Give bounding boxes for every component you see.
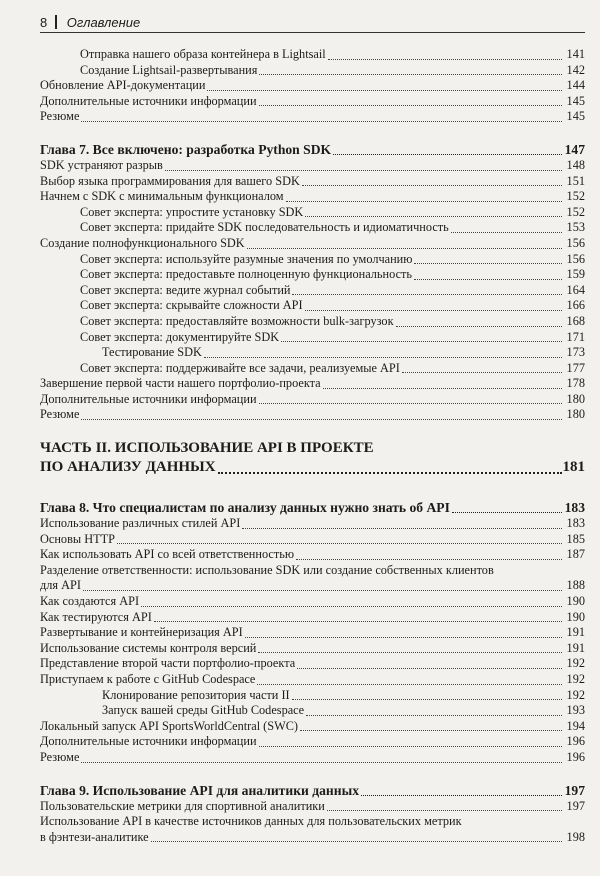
toc-entry-title: Резюме [40, 407, 80, 422]
running-header [40, 12, 585, 32]
toc-entry [40, 703, 585, 719]
dot-leader [245, 636, 562, 638]
part-heading-line2 [40, 458, 585, 477]
dot-leader [81, 761, 562, 763]
dot-leader [302, 184, 562, 186]
dot-leader [242, 527, 562, 529]
toc-entry-title: Клонирование репозитория части II [102, 687, 290, 702]
toc-entry-title: Глава 7. Все включено: разработка Python SDK [40, 141, 332, 157]
dot-leader [204, 356, 562, 358]
toc-entry [40, 532, 585, 548]
toc-entry [40, 78, 585, 94]
toc-entry-title: Как создаются API [40, 594, 140, 609]
toc-entry [40, 688, 585, 704]
toc-entry-title: Выбор языка программирования для вашего SDK [40, 173, 300, 188]
dot-leader [117, 542, 562, 544]
dot-leader [292, 698, 562, 700]
toc-entry-title: в фэнтези-аналитике [40, 829, 149, 844]
dot-leader [305, 215, 562, 217]
toc-entry [40, 314, 585, 330]
toc-page-number: 191 [566, 640, 585, 655]
dot-leader [165, 169, 562, 171]
dot-leader [396, 325, 562, 327]
toc-entry [40, 516, 585, 532]
toc-page-number: 168 [566, 313, 585, 328]
toc-page-number: 173 [566, 345, 585, 360]
toc-page-number: 190 [566, 594, 585, 609]
toc-page-number: 192 [566, 656, 585, 671]
toc-page-number: 144 [566, 78, 585, 93]
toc-entry-title: Дополнительные источники информации [40, 93, 257, 108]
toc-entry-title: для API [40, 578, 81, 593]
toc-page-number: 178 [566, 376, 585, 391]
toc-entry-title: Глава 8. Что специалистам по анализу данных нужно знать об API [40, 500, 450, 516]
dot-leader [286, 200, 562, 202]
toc-entry [40, 236, 585, 252]
toc-entry-title: Как использовать API со всей ответственностью [40, 547, 295, 562]
toc-page-number: 145 [566, 93, 585, 108]
toc-entry [40, 330, 585, 346]
toc-entry [40, 63, 585, 79]
dot-leader [333, 153, 562, 155]
toc-entry-title: Развертывание и контейнеризация API [40, 625, 243, 640]
toc-entry [40, 283, 585, 299]
toc-page-number: 196 [566, 734, 585, 749]
toc-entry [40, 625, 585, 641]
toc-entry-wrapped-line1: Разделение ответственности: использование SDK или создание собственных клиентов [40, 562, 494, 577]
dot-leader [247, 247, 562, 249]
section-gap [40, 766, 585, 782]
toc-page-number: 145 [566, 109, 585, 124]
toc-entry [40, 392, 585, 408]
toc-entry [40, 656, 585, 672]
toc-page-number: 180 [566, 391, 585, 406]
dot-leader [81, 120, 562, 122]
toc-entry-title: Создание Lightsail-развертывания [80, 62, 258, 77]
toc-page-number: 153 [566, 220, 585, 235]
chapter-heading [40, 141, 585, 158]
dot-leader [258, 651, 562, 653]
dot-leader [452, 511, 562, 513]
section-gap [40, 125, 585, 141]
toc-entry-title: Резюме [40, 109, 80, 124]
toc-page-number: 192 [566, 687, 585, 702]
chapter-heading [40, 782, 585, 799]
toc-entry [40, 734, 585, 750]
toc-page-number: 156 [566, 235, 585, 250]
toc-entry-title: Представление второй части портфолио-проекта [40, 656, 296, 671]
toc-entry [40, 594, 585, 610]
toc-entry-title: Основы HTTP [40, 531, 115, 546]
toc-entry-title: Начнем с SDK с минимальным функционалом [40, 189, 284, 204]
toc-page-number: 193 [566, 703, 585, 718]
toc-entry [40, 205, 585, 221]
toc-page-number: 152 [566, 204, 585, 219]
toc-page-number: 198 [566, 829, 585, 844]
toc-entry [40, 799, 585, 815]
toc-entry [40, 641, 585, 657]
toc-page-number: 181 [562, 459, 585, 476]
toc-page-number: 141 [566, 47, 585, 61]
section-gap [40, 423, 585, 439]
toc-page-number: 171 [566, 329, 585, 344]
toc-entry-title: Тестирование SDK [102, 345, 202, 360]
part-heading: ЧАСТЬ II. ИСПОЛЬЗОВАНИЕ API В ПРОЕКТЕ [40, 440, 374, 457]
dot-leader [306, 714, 562, 716]
dot-leader [361, 794, 562, 796]
dot-leader [296, 558, 562, 560]
dot-leader [323, 387, 562, 389]
page-number: 8 [40, 14, 48, 30]
toc-page-number: 191 [566, 625, 585, 640]
toc-entry-title: ПО АНАЛИЗУ ДАННЫХ [40, 459, 216, 476]
dot-leader [83, 589, 562, 591]
toc-entry-title: Совет эксперта: поддерживайте все задачи, реализуемые API [80, 360, 400, 375]
toc-entry [40, 407, 585, 423]
dot-leader [259, 745, 562, 747]
toc-entry-title: Отправка нашего образа контейнера в Lightsail [80, 47, 326, 61]
toc-entry [40, 719, 585, 735]
dot-leader [451, 231, 562, 233]
toc-entry-title: Совет эксперта: придайте SDK последовательность и идиоматичность [80, 220, 449, 235]
toc-entry-title: Приступаем к работе с GitHub Codespace [40, 672, 256, 686]
toc-page-number: 190 [566, 609, 585, 624]
dot-leader [402, 371, 562, 373]
toc-entry [40, 547, 585, 563]
dot-leader [281, 340, 562, 342]
table-of-contents [40, 47, 585, 845]
toc-page-number: 197 [564, 782, 585, 798]
toc-entry [40, 672, 585, 688]
toc-page-number: 177 [566, 360, 585, 375]
toc-entry-title: Глава 9. Использование API для аналитики данных [40, 782, 360, 798]
dot-leader [154, 620, 562, 622]
toc-page-number: 187 [566, 547, 585, 562]
toc-page-number: 197 [566, 798, 585, 813]
toc-page-number: 164 [566, 282, 585, 297]
dot-leader [327, 809, 562, 811]
toc-entry [40, 361, 585, 377]
toc-page-number: 185 [566, 531, 585, 546]
toc-page-number: 192 [566, 672, 585, 686]
toc-entry [40, 220, 585, 236]
toc-entry [40, 189, 585, 205]
toc-entry-title: Совет эксперта: упростите установку SDK [80, 204, 304, 219]
toc-page-number: 194 [566, 718, 585, 733]
dot-leader [218, 471, 562, 474]
toc-entry-wrapped-line1: Использование API в качестве источников данных для пользовательских метрик [40, 814, 462, 829]
dot-leader [414, 262, 562, 264]
toc-page-number: 188 [566, 578, 585, 593]
toc-entry-title: Обновление API-документации [40, 78, 206, 93]
toc-entry-title: Создание полнофункционального SDK [40, 235, 245, 250]
dot-leader [292, 293, 562, 295]
toc-entry-title: Завершение первой части нашего портфолио-проекта [40, 376, 321, 391]
toc-entry-title: Локальный запуск API SportsWorldCentral (SWC) [40, 718, 299, 733]
section-gap [40, 483, 585, 499]
toc-entry [40, 94, 585, 110]
dot-leader [300, 729, 562, 731]
dot-leader [259, 402, 562, 404]
toc-entry-title: Использование различных стилей API [40, 516, 241, 531]
toc-entry [40, 750, 585, 766]
dot-leader [151, 840, 562, 842]
dot-leader [141, 605, 562, 607]
toc-entry [40, 298, 585, 314]
dot-leader [257, 683, 562, 685]
toc-entry-title: Использование системы контроля версий [40, 640, 257, 655]
toc-page-number: 159 [566, 267, 585, 282]
toc-entry-title: Совет эксперта: документируйте SDK [80, 329, 280, 344]
dot-leader [259, 73, 562, 75]
running-title: Оглавление [66, 14, 141, 30]
toc-entry-title: Пользовательские метрики для спортивной аналитики [40, 798, 325, 813]
toc-page-number: 156 [566, 251, 585, 266]
dot-leader [207, 89, 562, 91]
toc-entry-title: Совет эксперта: используйте разумные значения по умолчанию [80, 251, 413, 266]
toc-entry [40, 610, 585, 626]
toc-entry-title: Совет эксперта: предоставьте полноценную функциональность [80, 267, 413, 282]
toc-entry [40, 47, 585, 63]
dot-leader [297, 667, 562, 669]
toc-page-number: 148 [566, 157, 585, 172]
toc-entry [40, 158, 585, 174]
toc-entry-title: Совет эксперта: ведите журнал событий [80, 282, 291, 297]
toc-entry-title: Совет эксперта: предоставляйте возможности bulk-загрузок [80, 313, 394, 328]
toc-page-number: 180 [566, 407, 585, 422]
toc-entry [40, 252, 585, 268]
header-rule [40, 32, 585, 33]
toc-page-number: 152 [566, 189, 585, 204]
toc-page-number: 183 [564, 500, 585, 516]
toc-entry-title: Как тестируются API [40, 609, 152, 624]
toc-page-number: 183 [566, 516, 585, 531]
chapter-heading [40, 499, 585, 516]
toc-page-number: 147 [564, 141, 585, 157]
toc-entry-wrapped-line2 [40, 578, 585, 594]
toc-entry [40, 345, 585, 361]
toc-entry-title: Дополнительные источники информации [40, 391, 257, 406]
toc-entry-title: Резюме [40, 749, 80, 764]
toc-page-number: 166 [566, 298, 585, 313]
header-separator [55, 15, 57, 29]
toc-entry-wrapped-line2 [40, 830, 585, 846]
dot-leader [328, 58, 562, 60]
dot-leader [305, 309, 562, 311]
toc-page-number: 151 [566, 173, 585, 188]
toc-entry [40, 376, 585, 392]
toc-page-number: 196 [566, 749, 585, 764]
toc-entry-title: Совет эксперта: скрывайте сложности API [80, 298, 303, 313]
toc-entry-title: SDK устраняют разрыв [40, 157, 163, 172]
toc-entry [40, 267, 585, 283]
toc-page-number: 142 [566, 62, 585, 77]
toc-entry [40, 174, 585, 190]
dot-leader [414, 278, 562, 280]
toc-entry-title: Дополнительные источники информации [40, 734, 257, 749]
dot-leader [259, 104, 562, 106]
toc-entry-title: Запуск вашей среды GitHub Codespace [102, 703, 305, 718]
toc-entry [40, 109, 585, 125]
dot-leader [81, 418, 562, 420]
